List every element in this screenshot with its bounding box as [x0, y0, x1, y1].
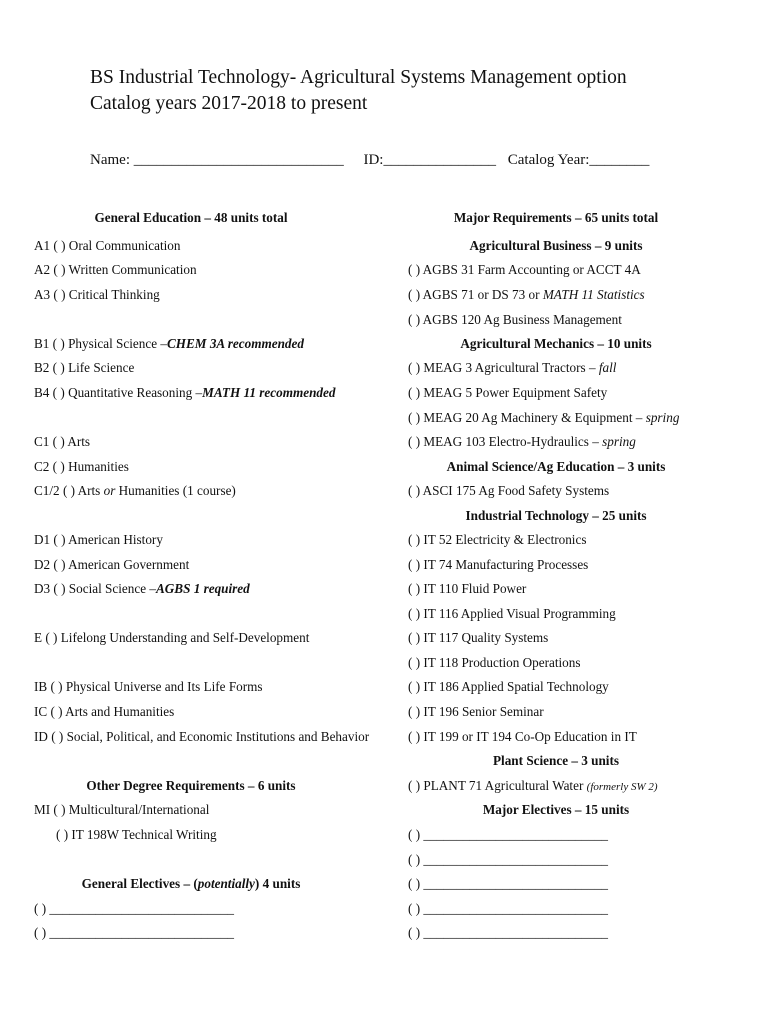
ge-b1-note: CHEM 3A recommended	[166, 336, 304, 351]
ge-d1[interactable]: D1 ( ) American History	[34, 532, 163, 547]
ge-c12-label-b: Humanities (1 course)	[115, 483, 236, 498]
catalog-year-field[interactable]: Catalog Year:________	[507, 152, 650, 168]
ge-c12-label-a: C1/2 ( ) Arts	[34, 483, 104, 498]
meag-5[interactable]: ( ) MEAG 5 Power Equipment Safety	[408, 385, 608, 400]
ge-ib[interactable]: IB ( ) Physical Universe and Its Life Forms	[34, 679, 263, 694]
ge-b4-note: MATH 11 recommended	[202, 385, 336, 400]
it-196[interactable]: ( ) IT 196 Senior Seminar	[408, 704, 544, 719]
meag-20-term: spring	[645, 410, 680, 425]
general-elective-blank-2[interactable]: ( ) ____________________________	[34, 925, 235, 940]
it-110[interactable]: ( ) IT 110 Fluid Power	[408, 581, 527, 596]
industrial-tech-heading: Industrial Technology – 25 units	[465, 508, 647, 523]
od-it198w[interactable]: ( ) IT 198W Technical Writing	[56, 827, 217, 842]
major-elective-blank-5[interactable]: ( ) ____________________________	[408, 925, 609, 940]
general-electives-heading-a: General Electives – (	[81, 876, 198, 891]
ge-id[interactable]: ID ( ) Social, Political, and Economic Institutions and Behavior	[34, 729, 370, 744]
ge-c12[interactable]	[34, 481, 236, 501]
it-118[interactable]: ( ) IT 118 Production Operations	[408, 655, 581, 670]
name-field[interactable]: Name: ____________________________	[90, 152, 344, 168]
asci-175[interactable]: ( ) ASCI 175 Ag Food Safety Systems	[408, 483, 610, 498]
plant-71-label: ( ) PLANT 71 Agricultural Water	[408, 778, 587, 793]
plant-71[interactable]	[408, 776, 658, 796]
document-title: BS Industrial Technology- Agricultural Systems Management option	[90, 67, 627, 88]
major-electives-heading: Major Electives – 15 units	[482, 802, 630, 817]
plant-71-note: (formerly SW 2)	[586, 781, 658, 793]
agbs-120[interactable]: ( ) AGBS 120 Ag Business Management	[408, 312, 622, 327]
major-elective-blank-2[interactable]: ( ) ____________________________	[408, 852, 609, 867]
general-electives-heading-b: potentially	[197, 876, 255, 891]
ge-d3-note: AGBS 1 required	[155, 581, 250, 596]
ge-a2[interactable]: A2 ( ) Written Communication	[34, 262, 197, 277]
general-electives-heading-c: ) 4 units	[254, 876, 301, 891]
meag-103-term: spring	[602, 434, 636, 449]
major-elective-blank-4[interactable]: ( ) ____________________________	[408, 901, 609, 916]
agbs-71-math: MATH 11 Statistics	[542, 287, 645, 302]
student-info-line	[90, 152, 649, 169]
meag-3-label: ( ) MEAG 3 Agricultural Tractors –	[408, 360, 599, 375]
plant-science-heading: Plant Science – 3 units	[492, 753, 619, 768]
ge-d2[interactable]: D2 ( ) American Government	[34, 557, 190, 572]
ge-d3-label: D3 ( ) Social Science –	[34, 581, 156, 596]
major-elective-blank-3[interactable]: ( ) ____________________________	[408, 876, 609, 891]
major-requirements-heading: Major Requirements – 65 units total	[453, 210, 659, 225]
meag-103[interactable]	[408, 432, 636, 452]
ge-b2[interactable]: B2 ( ) Life Science	[34, 360, 135, 375]
it-117[interactable]: ( ) IT 117 Quality Systems	[408, 630, 549, 645]
agbs-71-label: ( ) AGBS 71 or DS 73 or	[408, 287, 543, 302]
other-degree-heading: Other Degree Requirements – 6 units	[86, 778, 296, 793]
it-74[interactable]: ( ) IT 74 Manufacturing Processes	[408, 557, 589, 572]
ge-b4-label: B4 ( ) Quantitative Reasoning –	[34, 385, 203, 400]
it-116[interactable]: ( ) IT 116 Applied Visual Programming	[408, 606, 616, 621]
ge-c12-or: or	[103, 483, 116, 498]
ge-ic[interactable]: IC ( ) Arts and Humanities	[34, 704, 175, 719]
general-elective-blank-1[interactable]: ( ) ____________________________	[34, 901, 235, 916]
meag-103-label: ( ) MEAG 103 Electro-Hydraulics –	[408, 434, 603, 449]
animal-science-heading: Animal Science/Ag Education – 3 units	[446, 459, 666, 474]
general-electives-heading	[34, 874, 348, 894]
ge-b1[interactable]	[34, 334, 304, 354]
meag-20[interactable]	[408, 408, 679, 428]
document-subtitle: Catalog years 2017-2018 to present	[90, 93, 368, 114]
it-199[interactable]: ( ) IT 199 or IT 194 Co-Op Education in IT	[408, 729, 637, 744]
general-education-heading: General Education – 48 units total	[94, 210, 288, 225]
meag-20-label: ( ) MEAG 20 Ag Machinery & Equipment –	[408, 410, 646, 425]
meag-3[interactable]	[408, 358, 616, 378]
ag-mechanics-heading: Agricultural Mechanics – 10 units	[460, 336, 652, 351]
ge-c1[interactable]: C1 ( ) Arts	[34, 434, 91, 449]
ge-e[interactable]: E ( ) Lifelong Understanding and Self-Development	[34, 630, 310, 645]
ge-b4[interactable]	[34, 383, 335, 403]
it-52[interactable]: ( ) IT 52 Electricity & Electronics	[408, 532, 587, 547]
agbs-71[interactable]	[408, 285, 645, 305]
meag-3-term: fall	[598, 360, 617, 375]
agbs-31[interactable]: ( ) AGBS 31 Farm Accounting or ACCT 4A	[408, 262, 641, 277]
ge-d3[interactable]	[34, 579, 250, 599]
ge-c2[interactable]: C2 ( ) Humanities	[34, 459, 129, 474]
ge-a1[interactable]: A1 ( ) Oral Communication	[34, 238, 181, 253]
major-elective-blank-1[interactable]: ( ) ____________________________	[408, 827, 609, 842]
ag-business-heading: Agricultural Business – 9 units	[469, 238, 643, 253]
od-mi[interactable]: MI ( ) Multicultural/International	[34, 802, 210, 817]
ge-a3[interactable]: A3 ( ) Critical Thinking	[34, 287, 160, 302]
it-186[interactable]: ( ) IT 186 Applied Spatial Technology	[408, 679, 609, 694]
ge-b1-label: B1 ( ) Physical Science –	[34, 336, 167, 351]
id-field[interactable]: ID:_______________	[363, 152, 496, 168]
